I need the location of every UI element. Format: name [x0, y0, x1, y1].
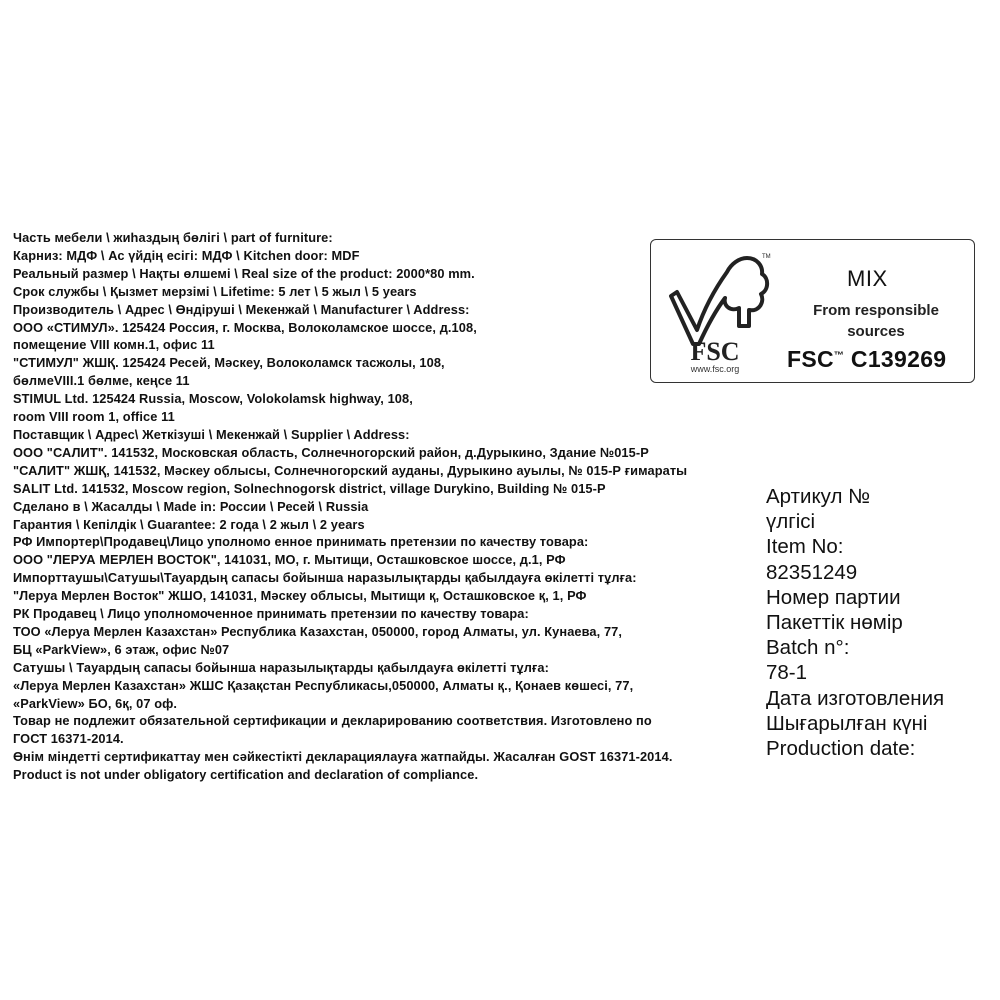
text-line: ООО "ЛЕРУА МЕРЛЕН ВОСТОК", 141031, МО, г. Мытищи, Осташковское шоссе, д.1, РФ [13, 552, 566, 568]
text-line: room VIII room 1, office 11 [13, 409, 175, 425]
text-line: "САЛИТ" ЖШҚ, 141532, Мәскеу облысы, Солнечногорский ауданы, Дурыкино ауылы, № 015-Р ғимараты [13, 462, 688, 478]
text-line: бөлмеVIII.1 бөлме, кеңсе 11 [13, 373, 190, 389]
text-line: БЦ «ParkView», 6 этаж, офис №07 [13, 641, 230, 657]
fsc-code-prefix: FSC [787, 346, 834, 372]
article-label-kz: үлгісі [766, 510, 816, 534]
fsc-mix-label: MIX [847, 266, 888, 291]
fsc-website: www.fsc.org [690, 364, 740, 374]
production-date-label-kz: Шығарылған күні [766, 711, 928, 735]
text-line: Импорттаушы\Сатушы\Тауардың сапасы бойынша наразылықтарды қабылдауға өкілетті тұлға: [13, 570, 637, 586]
fsc-from-responsible-sources [791, 300, 961, 342]
fsc-from-line1: From responsible [813, 302, 939, 319]
text-line: Товар не подлежит обязательной сертификации и декларированию соответствия. Изготовлено по [13, 713, 652, 729]
fsc-license-code [787, 346, 946, 373]
text-line: Гарантия \ Кепілдік \ Guarantee: 2 года \ 2 жыл \ 2 years [13, 516, 365, 532]
item-no-value: 82351249 [766, 560, 858, 584]
text-line: STIMUL Ltd. 125424 Russia, Moscow, Volokolamsk highway, 108, [13, 391, 413, 407]
fsc-code-number: C139269 [850, 346, 947, 372]
text-line: ООО "САЛИТ". 141532, Московская область, Солнечногорский район, д.Дурыкино, Здание №015-Р [13, 444, 649, 460]
text-line: ООО «СТИМУЛ». 125424 Россия, г. Москва, Волоколамское шоссе, д.108, [13, 319, 477, 335]
text-line: РК Продавец \ Лицо уполномоченное принимать претензии по качеству товара: [13, 606, 529, 622]
item-no-label: Item No: [766, 535, 844, 559]
production-date-label-en: Production date: [766, 737, 916, 761]
text-line: Производитель \ Адрес \ Өндіруші \ Мекенжай \ Manufacturer \ Address: [13, 301, 470, 317]
text-line: Сделано в \ Жасалды \ Made in: России \ Ресей \ Russia [13, 498, 369, 514]
text-line: Карниз: МДФ \ Ас үйдің есігі: МДФ \ Kitchen door: MDF [13, 247, 360, 263]
text-line: «ParkView» БО, 6қ, 07 оф. [13, 695, 178, 711]
fsc-code-tm: ™ [833, 350, 845, 362]
text-line: Реальный размер \ Нақты өлшемі \ Real size of the product: 2000*80 mm. [13, 265, 475, 281]
fsc-certification-box [650, 239, 975, 383]
text-line: Сатушы \ Тауардың сапасы бойынша наразылықтарды қабылдауға өкілетті тұлға: [13, 659, 549, 675]
text-line: SALIT Ltd. 141532, Moscow region, Solnechnogorsk district, village Durykino, Building № 015-P [13, 480, 606, 496]
batch-value: 78-1 [766, 661, 808, 685]
production-date-label-ru: Дата изготовления [766, 686, 945, 710]
text-line: РФ Импортер\Продавец\Лицо уполномо енное принимать претензии по качеству товара: [13, 534, 589, 550]
text-line: Өнім міндетті сертификаттау мен сәйкестікті декларациялауға жатпайды. Жасалған GOST 16371-2014. [13, 749, 673, 765]
text-line: «Леруа Мерлен Казахстан» ЖШС Қазақстан Республикасы,050000, Алматы қ., Қонаев көшесі, 77, [13, 677, 634, 693]
text-line: Поставщик \ Адрес\ Жеткізуші \ Мекенжай \ Supplier \ Address: [13, 426, 410, 442]
batch-label-kz: Пакеттік нөмір [766, 611, 903, 635]
fsc-tree-logo-icon [665, 246, 775, 374]
text-line: помещение VIII комн.1, офис 11 [13, 337, 215, 353]
text-line: "СТИМУЛ" ЖШҚ. 125424 Ресей, Мәскеу, Волоколамск тасжолы, 108, [13, 355, 445, 371]
batch-label-en: Batch n°: [766, 636, 850, 660]
text-line: ГОСТ 16371-2014. [13, 731, 124, 747]
text-line: Срок службы \ Қызмет мерзімі \ Lifetime: 5 лет \ 5 жыл \ 5 years [13, 283, 417, 299]
text-line: ТОО «Леруа Мерлен Казахстан» Республика Казахстан, 050000, город Алматы, ул. Кунаева, 77, [13, 623, 623, 639]
fsc-logo-text: FSC [690, 337, 740, 366]
svg-text:TM: TM [762, 254, 771, 260]
text-line: Product is not under obligatory certification and declaration of compliance. [13, 767, 479, 783]
text-line: "Леруа Мерлен Восток" ЖШО, 141031, Мәскеу облысы, Мытищи қ, Осташковское қ, 1, РФ [13, 588, 587, 604]
batch-label-ru: Номер партии [766, 585, 901, 609]
text-line: Часть мебели \ жиһаздың бөлігі \ part of furniture: [13, 230, 333, 245]
fsc-from-line2: sources [847, 323, 905, 340]
product-identification [766, 484, 996, 761]
article-label-ru: Артикул № [766, 485, 871, 508]
